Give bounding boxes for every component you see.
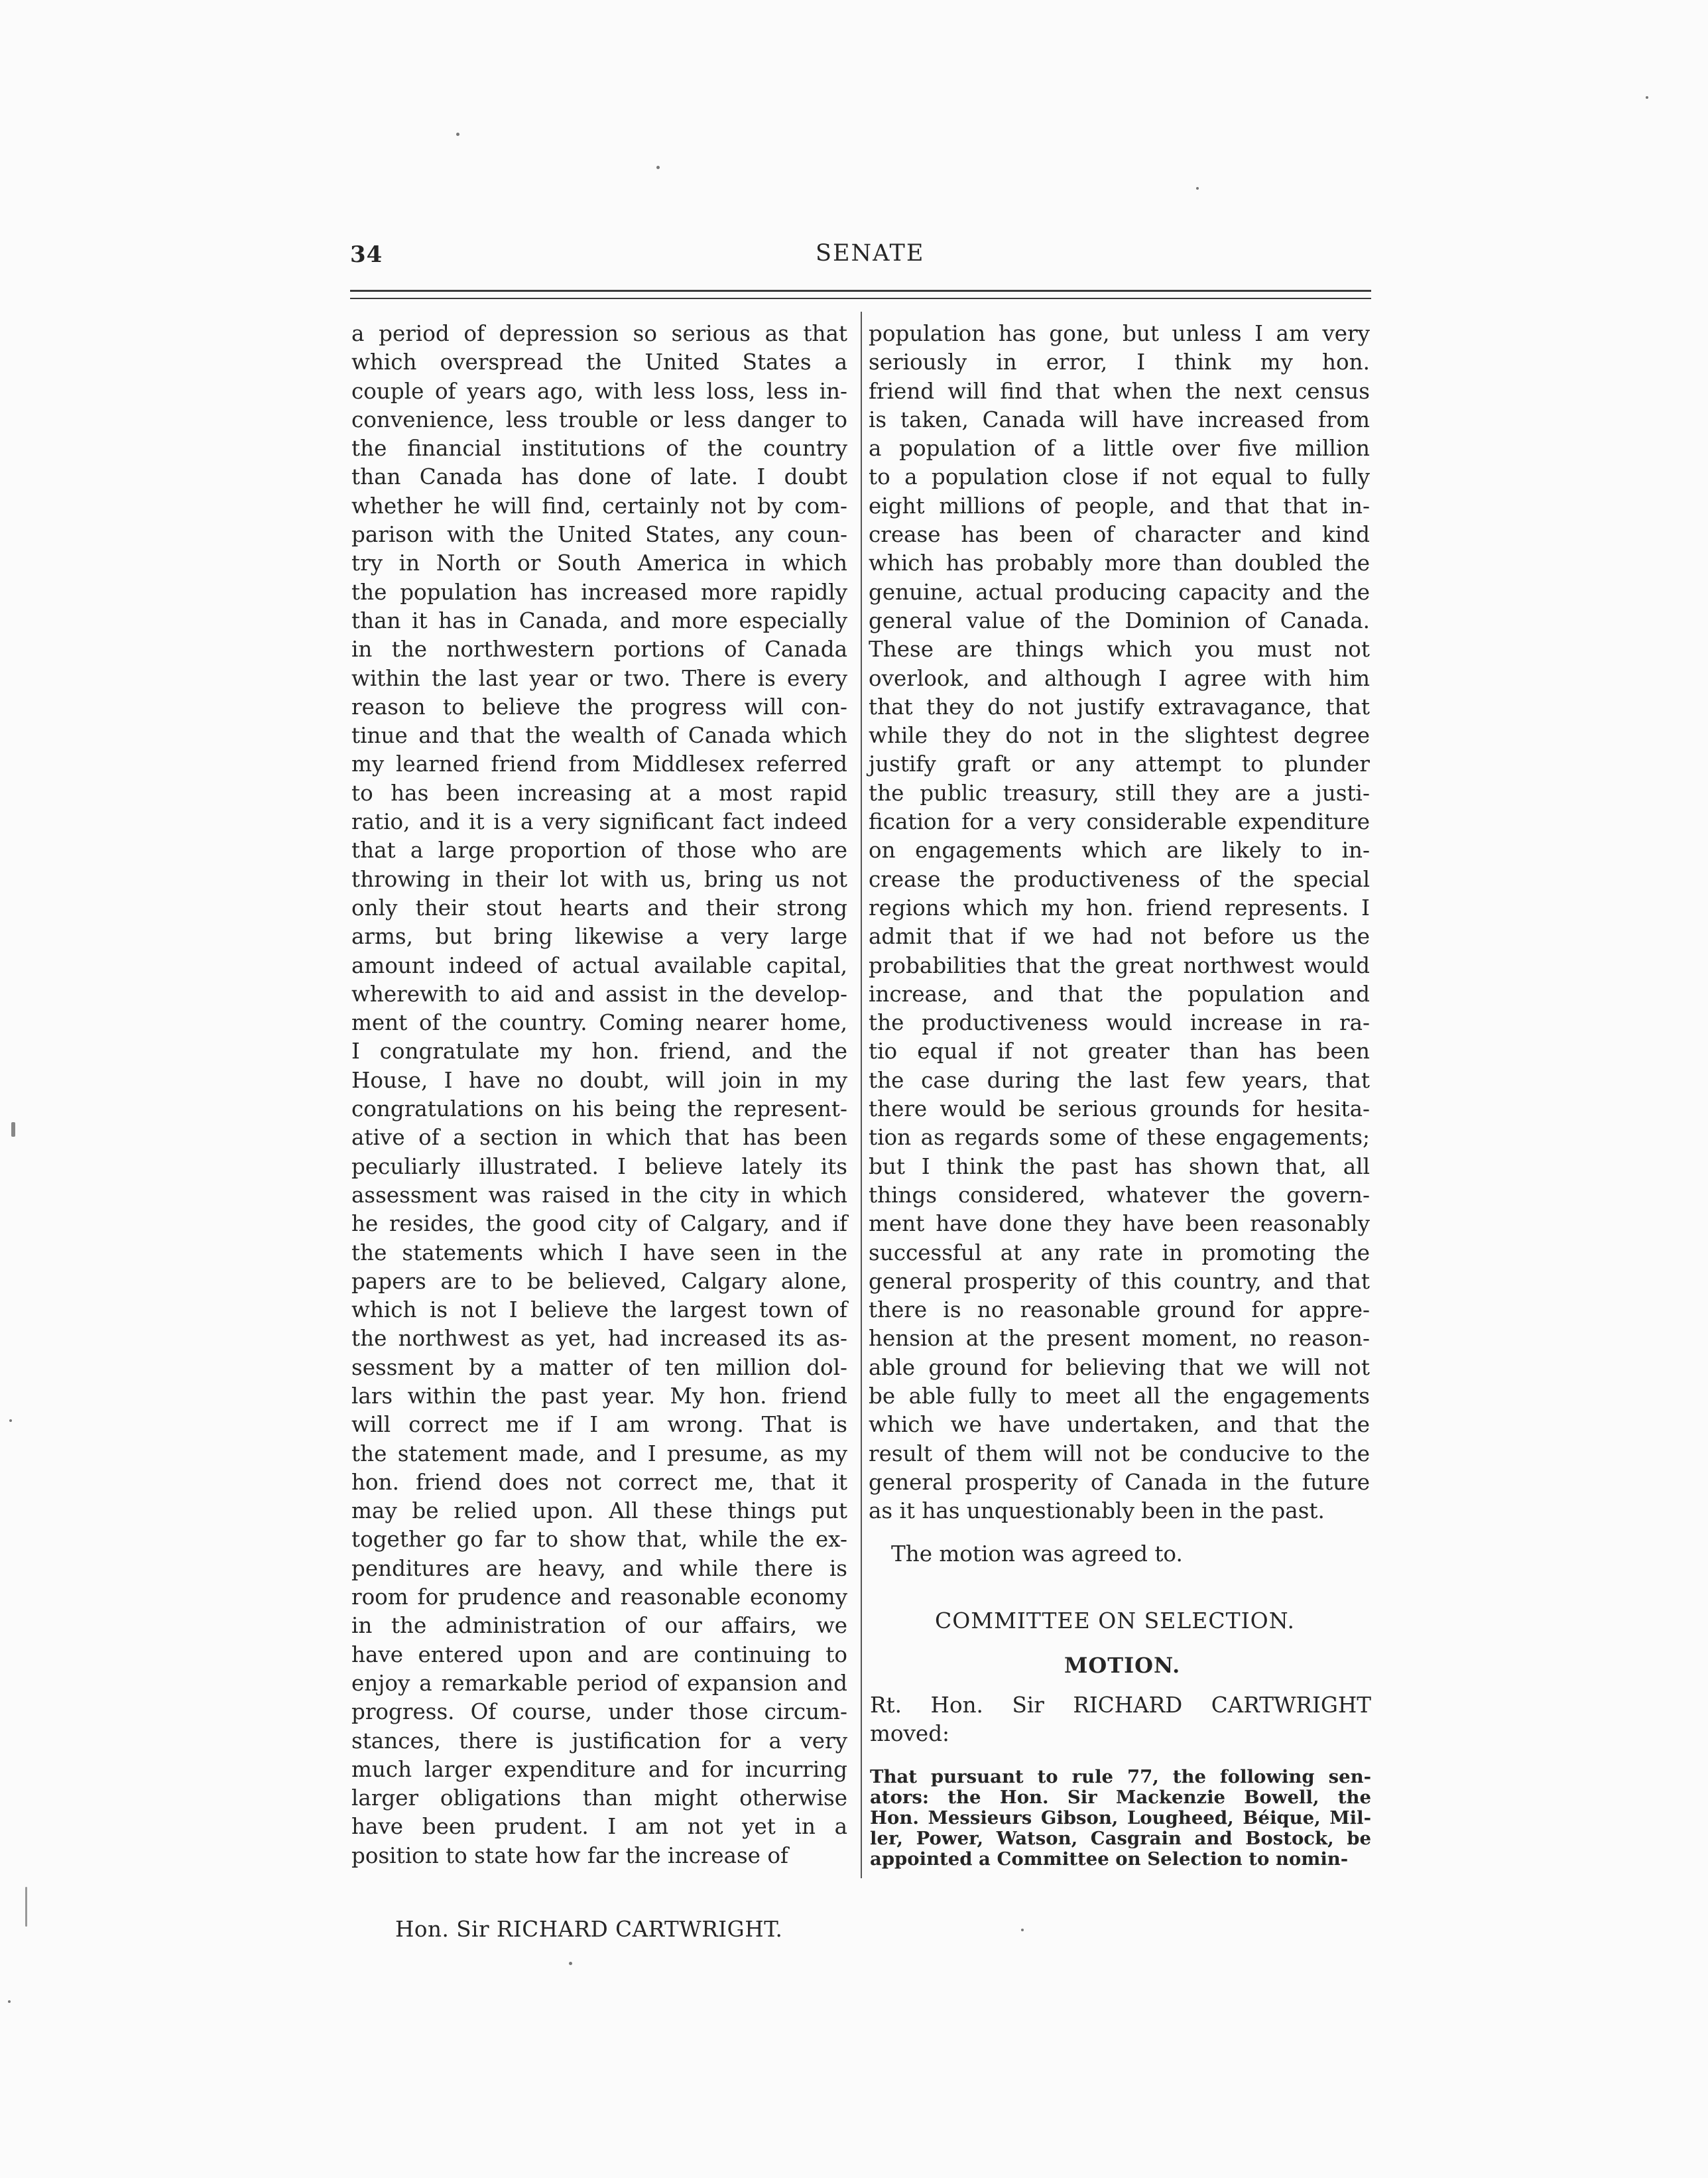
text-line: seriously in error, I think my hon. [869,350,1370,375]
text-line: successful at any rate in promoting the [869,1240,1370,1265]
text-line: together go far to show that, while the ex- [351,1527,847,1553]
scan-speck [25,1887,27,1927]
scan-speck [11,1122,15,1137]
text-line: eight millions of people, and that that in- [869,493,1370,519]
right-column [869,320,1370,1525]
text-line: crease has been of character and kind [869,522,1370,548]
running-head: SENATE [816,240,925,267]
text-line: but I think the past has shown that, all [869,1153,1370,1179]
text-line: the northwest as yet, had increased its as- [351,1326,847,1352]
column-divider [861,312,862,1878]
text-line: increase, and that the population and [869,981,1370,1007]
resolution-line: ators: the Hon. Sir Mackenzie Bowell, the [870,1787,1371,1808]
text-line: enjoy a remarkable period of expansion and [351,1670,847,1696]
text-line: a period of depression so serious as that [351,321,847,346]
text-line: ment have done they have been reasonably [869,1211,1370,1237]
text-line: have been prudent. I am not yet in a [351,1814,847,1840]
text-line: only their stout hearts and their strong [351,895,847,921]
section-heading: COMMITTEE ON SELECTION. [935,1608,1295,1633]
text-line: friend will find that when the next census [869,378,1370,404]
text-line: as it has unquestionably been in the past. [869,1498,1325,1524]
resolution-line: ler, Power, Watson, Casgrain and Bostock, be [870,1828,1371,1849]
text-line: probabilities that the great northwest would [869,952,1370,978]
text-line: things considered, whatever the govern- [869,1182,1370,1208]
text-line: justify graft or any attempt to plunder [869,751,1370,777]
text-line: congratulations on his being the represent- [351,1096,847,1122]
text-line: penditures are heavy, and while there is [351,1555,847,1581]
scan-speck [1021,1929,1024,1931]
left-column [351,320,847,1870]
text-line: amount indeed of actual available capital, [351,952,847,978]
text-line: be able fully to meet all the engagements [869,1383,1370,1409]
text-line: within the last year or two. There is every [351,665,847,691]
text-line: tinue and that the wealth of Canada which [351,723,847,749]
text-line: the population has increased more rapidly [351,579,847,605]
text-line: which overspread the United States a [351,350,847,375]
text-line: House, I have no doubt, will join in my [351,1067,847,1093]
scan-speck [656,166,660,169]
motion-agreed: The motion was agreed to. [891,1541,1183,1567]
scan-speck [1196,187,1199,190]
text-line: position to state how far the increase of [351,1842,788,1868]
subheading: MOTION. [1064,1653,1181,1678]
text-line: admit that if we had not before us the [869,924,1370,950]
text-line: progress. Of course, under those circum- [351,1699,847,1725]
text-line: that a large proportion of those who are [351,838,847,864]
text-line: try in North or South America in which [351,550,847,576]
text-line: ratio, and it is a very significant fact indeed [351,809,847,835]
text-line: lars within the past year. My hon. friend [351,1383,847,1409]
scan-speck [1646,96,1648,99]
text-line: the case during the last few years, that [869,1067,1370,1093]
text-line: whether he will find, certainly not by com- [351,493,847,519]
text-line: hension at the present moment, no reason- [869,1326,1370,1352]
text-line: able ground for believing that we will not [869,1354,1370,1380]
mover [870,1691,1371,1749]
mover-line: Rt. Hon. Sir RICHARD CARTWRIGHT [870,1693,1371,1718]
text-line: on engagements which are likely to in- [869,838,1370,864]
text-line: he resides, the good city of Calgary, and if [351,1211,847,1237]
text-line: hon. friend does not correct me, that it [351,1469,847,1495]
text-line: parison with the United States, any coun- [351,522,847,548]
text-line: ative of a section in which that has been [351,1125,847,1151]
resolution-line: Hon. Messieurs Gibson, Lougheed, Béique, Mil- [870,1807,1371,1828]
text-line: the public treasury, still they are a justi- [869,780,1370,806]
text-line: which we have undertaken, and that the [869,1412,1370,1438]
text-line: general prosperity of Canada in the future [869,1469,1370,1495]
text-line: result of them will not be conducive to the [869,1441,1370,1466]
text-line: much larger expenditure and for incurring [351,1756,847,1782]
text-line: tio equal if not greater than has been [869,1039,1370,1064]
text-line: These are things which you must not [869,637,1370,663]
resolution-line: That pursuant to rule 77, the following sen- [870,1766,1371,1787]
text-line: sessment by a matter of ten million dol- [351,1354,847,1380]
text-line: throwing in their lot with us, bring us not [351,866,847,892]
text-line: which has probably more than doubled the [869,550,1370,576]
text-line: peculiarly illustrated. I believe lately its [351,1153,847,1179]
text-line: overlook, and although I agree with him [869,665,1370,691]
text-line: wherewith to aid and assist in the develop- [351,981,847,1007]
scan-speck [569,1962,572,1965]
text-line: will correct me if I am wrong. That is [351,1412,847,1438]
text-line: fication for a very considerable expenditure [869,809,1370,835]
text-line: which is not I believe the largest town of [351,1297,847,1323]
text-line: arms, but bring likewise a very large [351,924,847,950]
text-line: my learned friend from Middlesex referred [351,751,847,777]
page-number: 34 [350,241,383,268]
text-line: room for prudence and reasonable economy [351,1584,847,1610]
text-line: couple of years ago, with less loss, less in- [351,378,847,404]
text-line: is taken, Canada will have increased from [869,407,1370,432]
text-line: in the northwestern portions of Canada [351,637,847,663]
header-rule-top [350,290,1371,292]
scan-speck [456,133,459,136]
text-line: have entered upon and are continuing to [351,1641,847,1667]
text-line: the statements which I have seen in the [351,1240,847,1265]
text-line: ment of the country. Coming nearer home, [351,1010,847,1036]
text-line: I congratulate my hon. friend, and the [351,1039,847,1064]
text-line: crease the productiveness of the special [869,866,1370,892]
text-line: assessment was raised in the city in which [351,1182,847,1208]
text-line: genuine, actual producing capacity and the [869,579,1370,605]
text-line: to has been increasing at a most rapid [351,780,847,806]
header-rule-bottom [350,298,1371,299]
footer-speaker: Hon. Sir RICHARD CARTWRIGHT. [395,1917,783,1942]
text-line: while they do not in the slightest degree [869,723,1370,749]
text-line: reason to believe the progress will con- [351,694,847,720]
text-line: than it has in Canada, and more especially [351,608,847,633]
text-line: population has gone, but unless I am very [869,321,1370,346]
text-line: the statement made, and I presume, as my [351,1441,847,1466]
text-line: general value of the Dominion of Canada. [869,608,1370,633]
text-line: than Canada has done of late. I doubt [351,464,847,490]
text-line: tion as regards some of these engagements; [869,1125,1370,1151]
text-line: regions which my hon. friend represents. I [869,895,1370,921]
text-line: there is no reasonable ground for appre- [869,1297,1370,1323]
text-line: the productiveness would increase in ra- [869,1010,1370,1036]
text-line: to a population close if not equal to fully [869,464,1370,490]
text-line: there would be serious grounds for hesita- [869,1096,1370,1122]
text-line: larger obligations than might otherwise [351,1785,847,1811]
text-line: the financial institutions of the country [351,436,847,462]
text-line: stances, there is justification for a very [351,1728,847,1754]
scan-speck [9,1419,12,1422]
text-line: in the administration of our affairs, we [351,1613,847,1639]
text-line: that they do not justify extravagance, that [869,694,1370,720]
text-line: a population of a little over five million [869,436,1370,462]
text-line: papers are to be believed, Calgary alone, [351,1268,847,1294]
mover-line: moved: [870,1721,950,1747]
text-line: convenience, less trouble or less danger to [351,407,847,432]
resolution [870,1767,1371,1870]
resolution-line: appointed a Committee on Selection to nomin- [870,1848,1349,1870]
text-line: may be relied upon. All these things put [351,1498,847,1524]
text-line: general prosperity of this country, and that [869,1268,1370,1294]
scan-speck [8,2000,11,2003]
